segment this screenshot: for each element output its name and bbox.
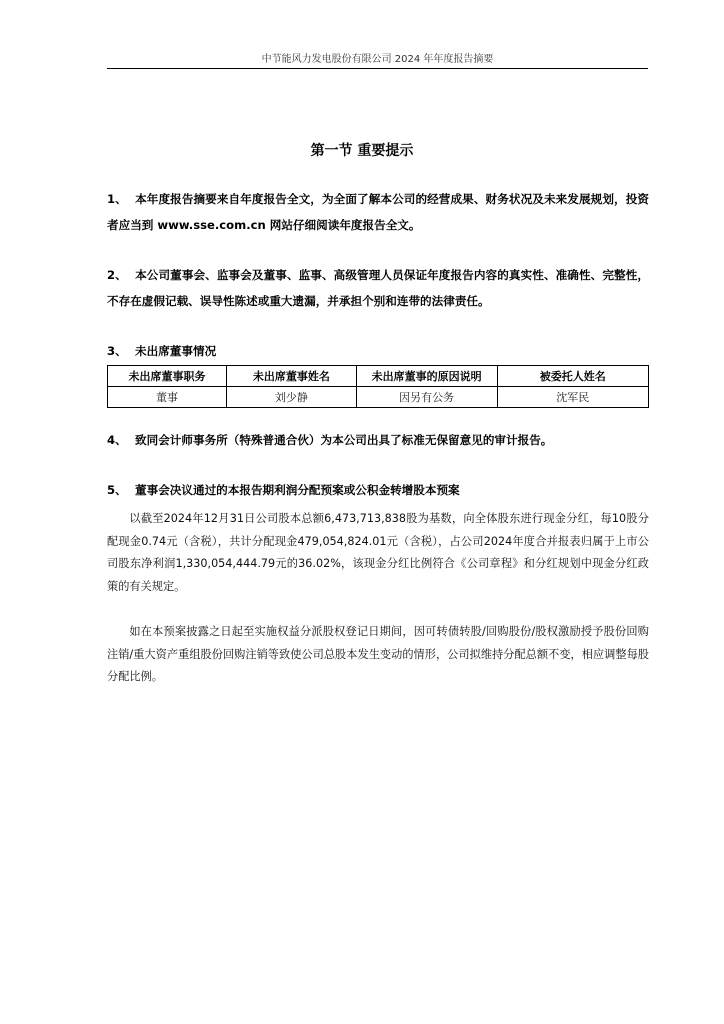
item-text: 致同会计师事务所（特殊普通合伙）为本公司出具了标准无保留意见的审计报告。: [135, 433, 553, 447]
table-header-row: [108, 366, 649, 387]
cell-proxy: 沈军民: [497, 387, 649, 408]
item-text: 本公司董事会、监事会及董事、监事、高级管理人员保证年度报告内容的真实性、准确性、完整性，不存在虚假记载、误导性陈述或重大遗漏，并承担个别和连带的法律责任。: [107, 268, 649, 308]
col-header-position: 未出席董事职务: [108, 366, 227, 387]
item-number: 5、: [107, 483, 127, 497]
cell-reason: 因另有公务: [356, 387, 497, 408]
item-number: 1、: [107, 192, 127, 206]
adjustment-paragraph: 如在本预案披露之日起至实施权益分派股权登记日期间，因可转债转股/回购股份/股权激励授予股份回购注销/重大资产重组股份回购注销等致使公司总股本发生变动的情形，公司拟维持分配总额不变，相应调整每股分配比例。: [107, 625, 649, 683]
item-number: 3、: [107, 344, 127, 358]
cell-name: 刘少静: [227, 387, 357, 408]
item-text: 本年度报告摘要来自年度报告全文，为全面了解本公司的经营成果、财务状况及未来发展规划，投资者应当到 www.sse.com.cn 网站仔细阅读年度报告全文。: [107, 192, 649, 232]
item-5: [107, 477, 649, 503]
item-3: [107, 338, 649, 364]
item-1: [107, 186, 649, 238]
dividend-paragraph: 以截至2024年12月31日公司股本总额6,473,713,838股为基数，向全体股东进行现金分红，每10股分配现金0.74元（含税），共计分配现金479,054,824.01元（含税），占公司2024年度合并报表归属于上市公司股东净利润1,330,054,444.79元的36.02%，该现金分红比例符合《公司章程》和分红规划中现金分红政策的有关规定。: [107, 512, 649, 593]
page-header: 中节能风力发电股份有限公司 2024 年年度报告摘要: [107, 50, 648, 69]
table-row: [108, 387, 649, 408]
col-header-proxy: 被委托人姓名: [497, 366, 649, 387]
col-header-reason: 未出席董事的原因说明: [356, 366, 497, 387]
col-header-name: 未出席董事姓名: [227, 366, 357, 387]
absent-directors-table: [107, 365, 649, 408]
item-text: 未出席董事情况: [135, 344, 217, 358]
item-4: [107, 427, 649, 453]
item-number: 4、: [107, 433, 127, 447]
section-title: 第一节 重要提示: [310, 143, 414, 159]
cell-position: 董事: [108, 387, 227, 408]
item-number: 2、: [107, 268, 127, 282]
item-2: [107, 262, 649, 314]
item-text: 董事会决议通过的本报告期利润分配预案或公积金转增股本预案: [135, 483, 460, 497]
